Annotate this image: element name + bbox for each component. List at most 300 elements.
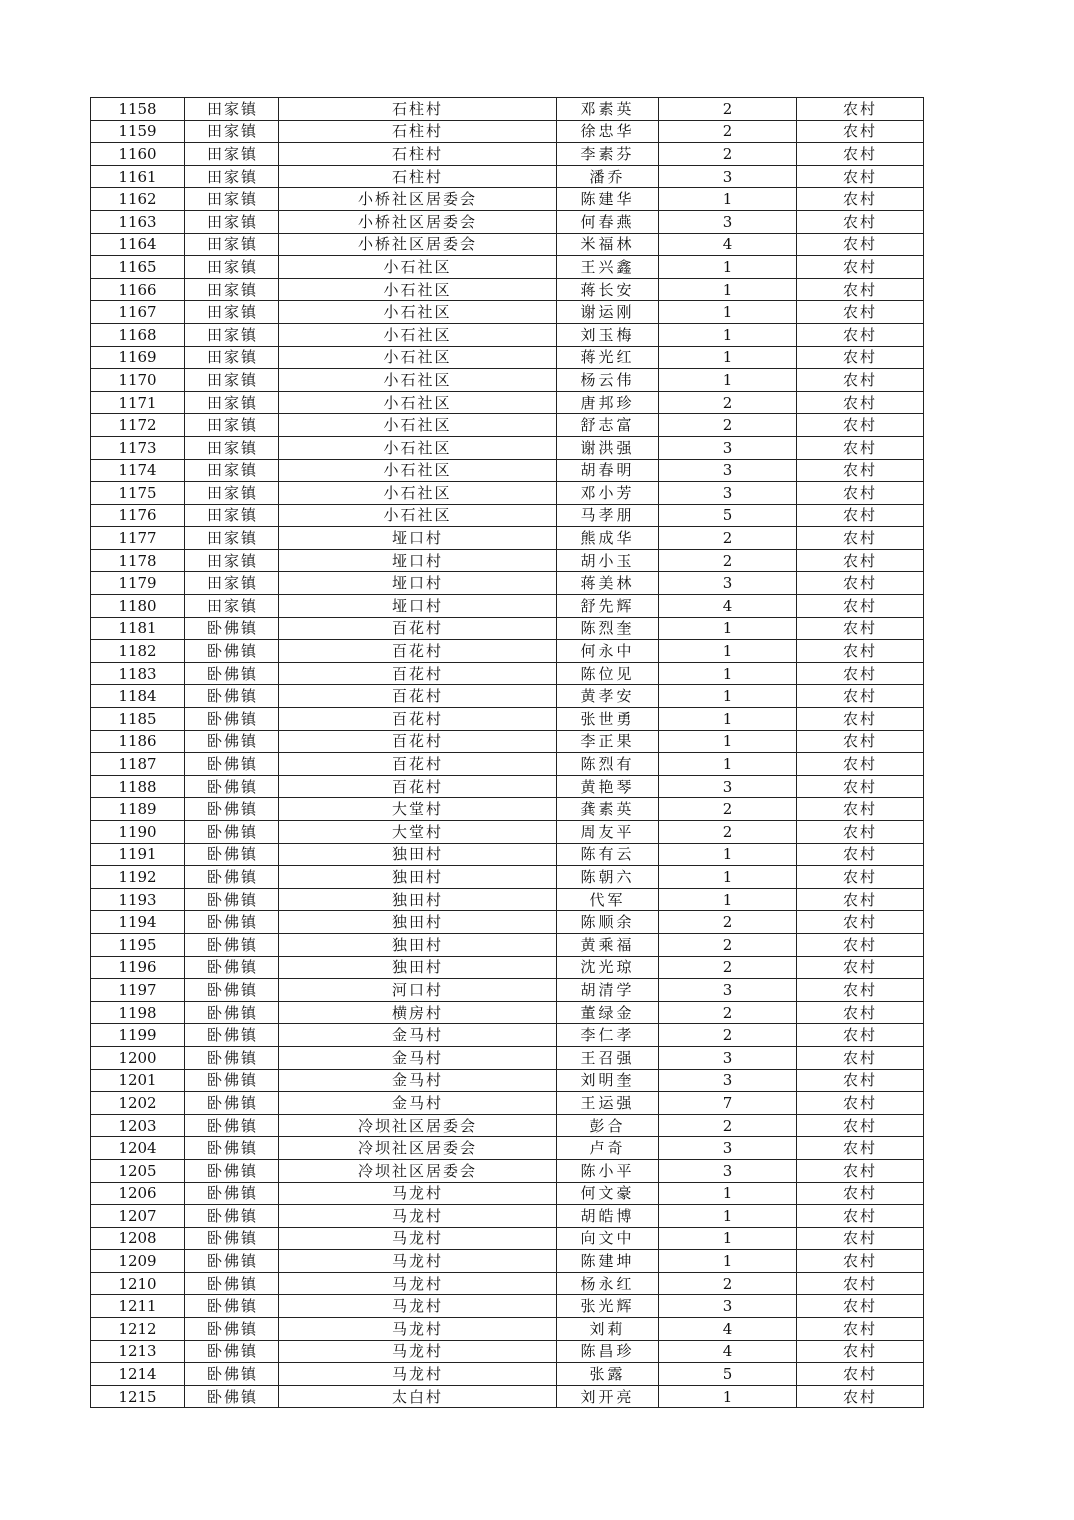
type-cell: 农村 bbox=[797, 1205, 924, 1228]
name-cell: 周友平 bbox=[557, 821, 659, 844]
name-cell: 胡皓博 bbox=[557, 1205, 659, 1228]
village-cell: 大堂村 bbox=[279, 821, 557, 844]
village-cell: 石柱村 bbox=[279, 98, 557, 121]
town-cell: 田家镇 bbox=[185, 572, 279, 595]
table-row bbox=[91, 1250, 924, 1273]
row-number-cell: 1190 bbox=[91, 821, 185, 844]
count-cell: 4 bbox=[659, 1340, 797, 1363]
type-cell: 农村 bbox=[797, 459, 924, 482]
name-cell: 刘玉梅 bbox=[557, 323, 659, 346]
type-cell: 农村 bbox=[797, 1363, 924, 1386]
village-cell: 小石社区 bbox=[279, 504, 557, 527]
count-cell: 1 bbox=[659, 1385, 797, 1408]
name-cell: 马孝朋 bbox=[557, 504, 659, 527]
name-cell: 刘莉 bbox=[557, 1318, 659, 1341]
row-number-cell: 1213 bbox=[91, 1340, 185, 1363]
town-cell: 卧佛镇 bbox=[185, 1295, 279, 1318]
town-cell: 田家镇 bbox=[185, 301, 279, 324]
count-cell: 3 bbox=[659, 1159, 797, 1182]
type-cell: 农村 bbox=[797, 143, 924, 166]
count-cell: 1 bbox=[659, 662, 797, 685]
name-cell: 蒋长安 bbox=[557, 278, 659, 301]
town-cell: 卧佛镇 bbox=[185, 662, 279, 685]
type-cell: 农村 bbox=[797, 1272, 924, 1295]
row-number-cell: 1206 bbox=[91, 1182, 185, 1205]
name-cell: 张世勇 bbox=[557, 708, 659, 731]
name-cell: 徐忠华 bbox=[557, 120, 659, 143]
name-cell: 张光辉 bbox=[557, 1295, 659, 1318]
town-cell: 田家镇 bbox=[185, 143, 279, 166]
name-cell: 卢奇 bbox=[557, 1137, 659, 1160]
name-cell: 李仁孝 bbox=[557, 1024, 659, 1047]
data-table bbox=[90, 97, 924, 1408]
type-cell: 农村 bbox=[797, 1092, 924, 1115]
row-number-cell: 1198 bbox=[91, 1001, 185, 1024]
table-row bbox=[91, 640, 924, 663]
village-cell: 马龙村 bbox=[279, 1182, 557, 1205]
village-cell: 独田村 bbox=[279, 956, 557, 979]
table-row bbox=[91, 210, 924, 233]
type-cell: 农村 bbox=[797, 821, 924, 844]
table-row bbox=[91, 662, 924, 685]
town-cell: 卧佛镇 bbox=[185, 1227, 279, 1250]
name-cell: 邓素英 bbox=[557, 98, 659, 121]
village-cell: 小石社区 bbox=[279, 414, 557, 437]
village-cell: 冷坝社区居委会 bbox=[279, 1137, 557, 1160]
name-cell: 李正果 bbox=[557, 730, 659, 753]
town-cell: 田家镇 bbox=[185, 165, 279, 188]
type-cell: 农村 bbox=[797, 1114, 924, 1137]
town-cell: 卧佛镇 bbox=[185, 1159, 279, 1182]
name-cell: 杨永红 bbox=[557, 1272, 659, 1295]
name-cell: 舒志富 bbox=[557, 414, 659, 437]
town-cell: 田家镇 bbox=[185, 369, 279, 392]
count-cell: 2 bbox=[659, 120, 797, 143]
table-row bbox=[91, 143, 924, 166]
count-cell: 2 bbox=[659, 414, 797, 437]
town-cell: 田家镇 bbox=[185, 210, 279, 233]
name-cell: 蒋光红 bbox=[557, 346, 659, 369]
count-cell: 3 bbox=[659, 165, 797, 188]
village-cell: 河口村 bbox=[279, 979, 557, 1002]
table-row bbox=[91, 482, 924, 505]
type-cell: 农村 bbox=[797, 1069, 924, 1092]
town-cell: 田家镇 bbox=[185, 459, 279, 482]
row-number-cell: 1174 bbox=[91, 459, 185, 482]
type-cell: 农村 bbox=[797, 1227, 924, 1250]
row-number-cell: 1196 bbox=[91, 956, 185, 979]
town-cell: 卧佛镇 bbox=[185, 1340, 279, 1363]
table-row bbox=[91, 572, 924, 595]
type-cell: 农村 bbox=[797, 1385, 924, 1408]
village-cell: 垭口村 bbox=[279, 572, 557, 595]
name-cell: 陈朝六 bbox=[557, 866, 659, 889]
name-cell: 米福林 bbox=[557, 233, 659, 256]
type-cell: 农村 bbox=[797, 210, 924, 233]
table-row bbox=[91, 1340, 924, 1363]
village-cell: 石柱村 bbox=[279, 143, 557, 166]
name-cell: 董绿金 bbox=[557, 1001, 659, 1024]
name-cell: 胡清学 bbox=[557, 979, 659, 1002]
row-number-cell: 1180 bbox=[91, 595, 185, 618]
type-cell: 农村 bbox=[797, 595, 924, 618]
row-number-cell: 1168 bbox=[91, 323, 185, 346]
town-cell: 卧佛镇 bbox=[185, 1250, 279, 1273]
name-cell: 胡春明 bbox=[557, 459, 659, 482]
type-cell: 农村 bbox=[797, 956, 924, 979]
count-cell: 2 bbox=[659, 798, 797, 821]
count-cell: 1 bbox=[659, 1205, 797, 1228]
type-cell: 农村 bbox=[797, 1159, 924, 1182]
town-cell: 卧佛镇 bbox=[185, 1046, 279, 1069]
village-cell: 小石社区 bbox=[279, 391, 557, 414]
village-cell: 马龙村 bbox=[279, 1295, 557, 1318]
type-cell: 农村 bbox=[797, 1001, 924, 1024]
count-cell: 3 bbox=[659, 572, 797, 595]
name-cell: 杨云伟 bbox=[557, 369, 659, 392]
village-cell: 大堂村 bbox=[279, 798, 557, 821]
count-cell: 3 bbox=[659, 1046, 797, 1069]
table-row bbox=[91, 888, 924, 911]
town-cell: 卧佛镇 bbox=[185, 775, 279, 798]
row-number-cell: 1183 bbox=[91, 662, 185, 685]
count-cell: 2 bbox=[659, 956, 797, 979]
row-number-cell: 1204 bbox=[91, 1137, 185, 1160]
name-cell: 邓小芳 bbox=[557, 482, 659, 505]
village-cell: 横房村 bbox=[279, 1001, 557, 1024]
type-cell: 农村 bbox=[797, 1182, 924, 1205]
name-cell: 彭合 bbox=[557, 1114, 659, 1137]
row-number-cell: 1177 bbox=[91, 527, 185, 550]
town-cell: 卧佛镇 bbox=[185, 1092, 279, 1115]
type-cell: 农村 bbox=[797, 414, 924, 437]
table-row bbox=[91, 1159, 924, 1182]
count-cell: 4 bbox=[659, 1318, 797, 1341]
row-number-cell: 1215 bbox=[91, 1385, 185, 1408]
town-cell: 卧佛镇 bbox=[185, 685, 279, 708]
village-cell: 垭口村 bbox=[279, 549, 557, 572]
name-cell: 唐邦珍 bbox=[557, 391, 659, 414]
count-cell: 1 bbox=[659, 1227, 797, 1250]
table-row bbox=[91, 233, 924, 256]
table-row bbox=[91, 933, 924, 956]
row-number-cell: 1160 bbox=[91, 143, 185, 166]
count-cell: 2 bbox=[659, 98, 797, 121]
town-cell: 卧佛镇 bbox=[185, 1001, 279, 1024]
type-cell: 农村 bbox=[797, 165, 924, 188]
table-row bbox=[91, 98, 924, 121]
village-cell: 金马村 bbox=[279, 1092, 557, 1115]
count-cell: 1 bbox=[659, 888, 797, 911]
village-cell: 小桥社区居委会 bbox=[279, 233, 557, 256]
name-cell: 向文中 bbox=[557, 1227, 659, 1250]
town-cell: 卧佛镇 bbox=[185, 1024, 279, 1047]
row-number-cell: 1158 bbox=[91, 98, 185, 121]
name-cell: 舒先辉 bbox=[557, 595, 659, 618]
village-cell: 独田村 bbox=[279, 843, 557, 866]
count-cell: 2 bbox=[659, 821, 797, 844]
type-cell: 农村 bbox=[797, 866, 924, 889]
type-cell: 农村 bbox=[797, 933, 924, 956]
table-row bbox=[91, 120, 924, 143]
name-cell: 熊成华 bbox=[557, 527, 659, 550]
town-cell: 卧佛镇 bbox=[185, 1182, 279, 1205]
town-cell: 田家镇 bbox=[185, 256, 279, 279]
town-cell: 卧佛镇 bbox=[185, 1363, 279, 1386]
type-cell: 农村 bbox=[797, 504, 924, 527]
table-row bbox=[91, 843, 924, 866]
count-cell: 2 bbox=[659, 1024, 797, 1047]
village-cell: 百花村 bbox=[279, 617, 557, 640]
row-number-cell: 1162 bbox=[91, 188, 185, 211]
table-row bbox=[91, 346, 924, 369]
town-cell: 田家镇 bbox=[185, 346, 279, 369]
count-cell: 3 bbox=[659, 1295, 797, 1318]
town-cell: 卧佛镇 bbox=[185, 1205, 279, 1228]
row-number-cell: 1179 bbox=[91, 572, 185, 595]
row-number-cell: 1176 bbox=[91, 504, 185, 527]
table-row bbox=[91, 1069, 924, 1092]
row-number-cell: 1195 bbox=[91, 933, 185, 956]
count-cell: 3 bbox=[659, 979, 797, 1002]
type-cell: 农村 bbox=[797, 685, 924, 708]
table-row bbox=[91, 1227, 924, 1250]
name-cell: 胡小玉 bbox=[557, 549, 659, 572]
name-cell: 黄艳琴 bbox=[557, 775, 659, 798]
table-row bbox=[91, 730, 924, 753]
table-row bbox=[91, 527, 924, 550]
village-cell: 冷坝社区居委会 bbox=[279, 1159, 557, 1182]
row-number-cell: 1197 bbox=[91, 979, 185, 1002]
name-cell: 何春燕 bbox=[557, 210, 659, 233]
table-row bbox=[91, 821, 924, 844]
village-cell: 太白村 bbox=[279, 1385, 557, 1408]
table-row bbox=[91, 323, 924, 346]
town-cell: 卧佛镇 bbox=[185, 708, 279, 731]
count-cell: 3 bbox=[659, 775, 797, 798]
village-cell: 独田村 bbox=[279, 911, 557, 934]
count-cell: 4 bbox=[659, 595, 797, 618]
row-number-cell: 1169 bbox=[91, 346, 185, 369]
count-cell: 1 bbox=[659, 708, 797, 731]
table-row bbox=[91, 708, 924, 731]
town-cell: 田家镇 bbox=[185, 504, 279, 527]
count-cell: 2 bbox=[659, 911, 797, 934]
town-cell: 田家镇 bbox=[185, 391, 279, 414]
name-cell: 陈昌珍 bbox=[557, 1340, 659, 1363]
row-number-cell: 1201 bbox=[91, 1069, 185, 1092]
name-cell: 陈烈有 bbox=[557, 753, 659, 776]
type-cell: 农村 bbox=[797, 391, 924, 414]
table-row bbox=[91, 1046, 924, 1069]
count-cell: 5 bbox=[659, 504, 797, 527]
row-number-cell: 1187 bbox=[91, 753, 185, 776]
type-cell: 农村 bbox=[797, 120, 924, 143]
count-cell: 1 bbox=[659, 753, 797, 776]
table-row bbox=[91, 956, 924, 979]
row-number-cell: 1199 bbox=[91, 1024, 185, 1047]
table-row bbox=[91, 595, 924, 618]
table-row bbox=[91, 1114, 924, 1137]
row-number-cell: 1202 bbox=[91, 1092, 185, 1115]
count-cell: 2 bbox=[659, 549, 797, 572]
town-cell: 卧佛镇 bbox=[185, 979, 279, 1002]
town-cell: 卧佛镇 bbox=[185, 821, 279, 844]
village-cell: 百花村 bbox=[279, 685, 557, 708]
type-cell: 农村 bbox=[797, 775, 924, 798]
count-cell: 2 bbox=[659, 143, 797, 166]
table-body bbox=[91, 98, 924, 1408]
town-cell: 卧佛镇 bbox=[185, 933, 279, 956]
name-cell: 王召强 bbox=[557, 1046, 659, 1069]
name-cell: 龚素英 bbox=[557, 798, 659, 821]
town-cell: 田家镇 bbox=[185, 120, 279, 143]
row-number-cell: 1189 bbox=[91, 798, 185, 821]
row-number-cell: 1173 bbox=[91, 436, 185, 459]
row-number-cell: 1210 bbox=[91, 1272, 185, 1295]
name-cell: 陈建华 bbox=[557, 188, 659, 211]
row-number-cell: 1205 bbox=[91, 1159, 185, 1182]
village-cell: 小石社区 bbox=[279, 459, 557, 482]
town-cell: 田家镇 bbox=[185, 188, 279, 211]
type-cell: 农村 bbox=[797, 979, 924, 1002]
count-cell: 1 bbox=[659, 1182, 797, 1205]
village-cell: 百花村 bbox=[279, 730, 557, 753]
town-cell: 卧佛镇 bbox=[185, 1385, 279, 1408]
village-cell: 独田村 bbox=[279, 933, 557, 956]
table-row bbox=[91, 1363, 924, 1386]
name-cell: 刘明奎 bbox=[557, 1069, 659, 1092]
count-cell: 3 bbox=[659, 459, 797, 482]
town-cell: 田家镇 bbox=[185, 527, 279, 550]
count-cell: 1 bbox=[659, 685, 797, 708]
type-cell: 农村 bbox=[797, 911, 924, 934]
count-cell: 1 bbox=[659, 346, 797, 369]
count-cell: 1 bbox=[659, 323, 797, 346]
table-row bbox=[91, 1385, 924, 1408]
table-row bbox=[91, 979, 924, 1002]
village-cell: 马龙村 bbox=[279, 1340, 557, 1363]
type-cell: 农村 bbox=[797, 188, 924, 211]
type-cell: 农村 bbox=[797, 256, 924, 279]
table-row bbox=[91, 165, 924, 188]
row-number-cell: 1161 bbox=[91, 165, 185, 188]
village-cell: 金马村 bbox=[279, 1024, 557, 1047]
row-number-cell: 1212 bbox=[91, 1318, 185, 1341]
row-number-cell: 1163 bbox=[91, 210, 185, 233]
table-row bbox=[91, 911, 924, 934]
count-cell: 5 bbox=[659, 1363, 797, 1386]
type-cell: 农村 bbox=[797, 1340, 924, 1363]
town-cell: 卧佛镇 bbox=[185, 1114, 279, 1137]
table-row bbox=[91, 1182, 924, 1205]
type-cell: 农村 bbox=[797, 369, 924, 392]
row-number-cell: 1184 bbox=[91, 685, 185, 708]
table-row bbox=[91, 256, 924, 279]
name-cell: 陈位见 bbox=[557, 662, 659, 685]
row-number-cell: 1181 bbox=[91, 617, 185, 640]
village-cell: 马龙村 bbox=[279, 1272, 557, 1295]
row-number-cell: 1182 bbox=[91, 640, 185, 663]
count-cell: 1 bbox=[659, 843, 797, 866]
type-cell: 农村 bbox=[797, 233, 924, 256]
town-cell: 卧佛镇 bbox=[185, 798, 279, 821]
type-cell: 农村 bbox=[797, 549, 924, 572]
row-number-cell: 1200 bbox=[91, 1046, 185, 1069]
type-cell: 农村 bbox=[797, 753, 924, 776]
village-cell: 金马村 bbox=[279, 1069, 557, 1092]
count-cell: 2 bbox=[659, 1001, 797, 1024]
table-row bbox=[91, 1092, 924, 1115]
name-cell: 刘开亮 bbox=[557, 1385, 659, 1408]
type-cell: 农村 bbox=[797, 708, 924, 731]
table-row bbox=[91, 549, 924, 572]
type-cell: 农村 bbox=[797, 482, 924, 505]
name-cell: 沈光琼 bbox=[557, 956, 659, 979]
village-cell: 马龙村 bbox=[279, 1227, 557, 1250]
table-row bbox=[91, 301, 924, 324]
village-cell: 冷坝社区居委会 bbox=[279, 1114, 557, 1137]
row-number-cell: 1193 bbox=[91, 888, 185, 911]
type-cell: 农村 bbox=[797, 1137, 924, 1160]
row-number-cell: 1175 bbox=[91, 482, 185, 505]
row-number-cell: 1185 bbox=[91, 708, 185, 731]
town-cell: 田家镇 bbox=[185, 323, 279, 346]
type-cell: 农村 bbox=[797, 278, 924, 301]
village-cell: 独田村 bbox=[279, 866, 557, 889]
type-cell: 农村 bbox=[797, 1318, 924, 1341]
village-cell: 百花村 bbox=[279, 775, 557, 798]
count-cell: 1 bbox=[659, 640, 797, 663]
type-cell: 农村 bbox=[797, 617, 924, 640]
table-row bbox=[91, 617, 924, 640]
name-cell: 代军 bbox=[557, 888, 659, 911]
name-cell: 黄孝安 bbox=[557, 685, 659, 708]
table-row bbox=[91, 1137, 924, 1160]
row-number-cell: 1171 bbox=[91, 391, 185, 414]
name-cell: 陈有云 bbox=[557, 843, 659, 866]
type-cell: 农村 bbox=[797, 1024, 924, 1047]
type-cell: 农村 bbox=[797, 323, 924, 346]
village-cell: 小石社区 bbox=[279, 278, 557, 301]
table-row bbox=[91, 685, 924, 708]
count-cell: 3 bbox=[659, 1069, 797, 1092]
village-cell: 小石社区 bbox=[279, 301, 557, 324]
village-cell: 小石社区 bbox=[279, 323, 557, 346]
row-number-cell: 1191 bbox=[91, 843, 185, 866]
row-number-cell: 1167 bbox=[91, 301, 185, 324]
town-cell: 田家镇 bbox=[185, 278, 279, 301]
type-cell: 农村 bbox=[797, 843, 924, 866]
count-cell: 7 bbox=[659, 1092, 797, 1115]
table-row bbox=[91, 1205, 924, 1228]
table-row bbox=[91, 1001, 924, 1024]
type-cell: 农村 bbox=[797, 640, 924, 663]
town-cell: 卧佛镇 bbox=[185, 1272, 279, 1295]
count-cell: 3 bbox=[659, 210, 797, 233]
count-cell: 1 bbox=[659, 188, 797, 211]
row-number-cell: 1207 bbox=[91, 1205, 185, 1228]
type-cell: 农村 bbox=[797, 1295, 924, 1318]
count-cell: 3 bbox=[659, 1137, 797, 1160]
town-cell: 卧佛镇 bbox=[185, 956, 279, 979]
village-cell: 马龙村 bbox=[279, 1205, 557, 1228]
name-cell: 谢洪强 bbox=[557, 436, 659, 459]
town-cell: 卧佛镇 bbox=[185, 843, 279, 866]
town-cell: 田家镇 bbox=[185, 98, 279, 121]
town-cell: 田家镇 bbox=[185, 549, 279, 572]
village-cell: 石柱村 bbox=[279, 165, 557, 188]
